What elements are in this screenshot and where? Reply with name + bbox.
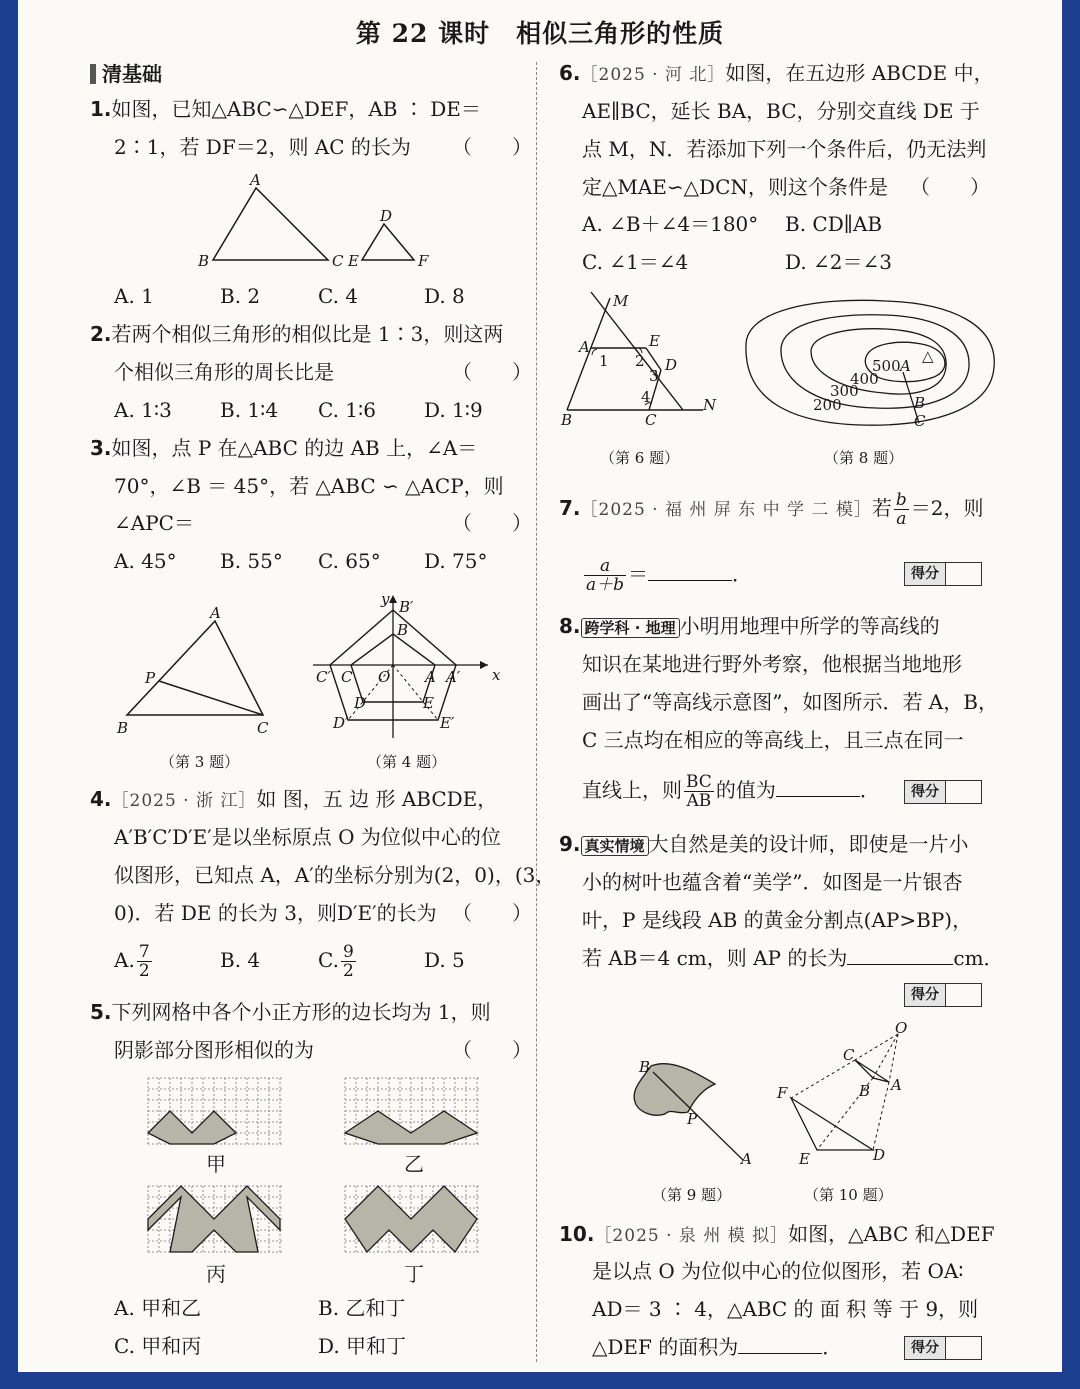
q3-line3: ∠APC＝ xyxy=(114,511,194,535)
fig4-label-a-prime: A′ xyxy=(446,668,461,686)
fig6-label-n: N xyxy=(703,396,717,414)
q6-number: 6. xyxy=(559,61,581,85)
fig9-label-p: P xyxy=(687,1110,698,1128)
q6-option-c: C. ∠1＝∠4 xyxy=(582,250,689,274)
fig1-label-c: C xyxy=(332,252,344,270)
fig8-label-c: C xyxy=(914,412,926,430)
q8-frac-numerator: BC xyxy=(686,772,712,792)
fig6-angle-4: 4 xyxy=(641,388,651,406)
q9-number: 9. xyxy=(559,832,581,856)
fig4-label-b: B xyxy=(397,621,409,639)
q8-line3: 画出了“等高线示意图”，如图所示．若 A，B， xyxy=(582,690,998,714)
fig6-label-m: M xyxy=(613,292,629,310)
q9-line3: 叶，P 是线段 AB 的黄金分割点(AP>BP)， xyxy=(582,908,973,932)
fig1-label-a: A xyxy=(250,171,261,189)
q4-a-denominator: 2 xyxy=(138,961,150,981)
q5-line1 xyxy=(90,1000,491,1024)
q7-fraction-b-over-a xyxy=(894,491,909,528)
q7-end: ． xyxy=(732,562,753,586)
q8-text-1: 小明用地理中所学的等高线的 xyxy=(679,614,940,638)
q10-line3: AD＝ 3 ∶ 4，△ABC 的 面 积 等 于 9，则 xyxy=(592,1297,979,1321)
fig4-label-b-prime: B′ xyxy=(399,598,414,616)
q9-line1 xyxy=(559,832,969,858)
fig6-angle-2: 2 xyxy=(635,352,645,370)
grid-label-jia: 甲 xyxy=(206,1152,226,1176)
q7-pre: 若 xyxy=(871,496,892,520)
fig4-label-e-prime: E′ xyxy=(440,714,455,732)
q10-number: 10. xyxy=(559,1222,595,1246)
q7-source: ［2025 · 福 州 屏 东 中 学 二 模］ xyxy=(580,500,872,520)
figure-q10 xyxy=(773,1020,923,1170)
q3-option-b: B. 55° xyxy=(220,549,283,573)
q8-answer-blank[interactable] xyxy=(776,796,860,797)
q4-a-numerator: 7 xyxy=(138,942,150,962)
q7-number: 7. xyxy=(559,496,581,520)
section-heading xyxy=(90,58,162,87)
q10-score-box[interactable] xyxy=(904,1336,982,1360)
grid-label-bing: 丙 xyxy=(206,1262,226,1286)
fig6-label-e: E xyxy=(649,332,660,350)
q10-end: ． xyxy=(822,1335,843,1359)
q1-number: 1. xyxy=(90,97,112,121)
q8-frac-denominator: AB xyxy=(686,791,712,811)
q8-line4: C 三点均在相应的等高线上，且三点在同一 xyxy=(582,728,964,752)
q5-option-a: A. 甲和乙 xyxy=(114,1296,202,1320)
q10-line2: 是以点 O 为位似中心的位似图形，若 OA∶ xyxy=(592,1259,964,1283)
fig8-label-a: A xyxy=(900,357,911,375)
fig4-label-o: O xyxy=(378,668,391,686)
q7-score-label: 得分 xyxy=(905,563,946,585)
q3-option-c: C. 65° xyxy=(318,549,381,573)
q5-line2: 阴影部分图形相似的为 xyxy=(114,1038,314,1062)
q1-option-c: C. 4 xyxy=(318,284,359,308)
q6-text-1: 如图，在五边形 ABCDE 中， xyxy=(725,61,994,85)
q7-frac2-denominator: a＋b xyxy=(586,575,625,595)
q1-line1 xyxy=(90,97,481,121)
q8-line2: 知识在某地进行野外考察，他根据当地地形 xyxy=(582,652,962,676)
fig8-label-300: 300 xyxy=(830,382,859,400)
fig3-label-a: A xyxy=(210,604,221,622)
q2-number: 2. xyxy=(90,322,112,346)
q6-line4: 定△MAE∽△DCN，则这个条件是 xyxy=(582,175,888,199)
fig1-label-b: B xyxy=(198,252,210,270)
q4-line2: A′B′C′D′E′是以坐标原点 O 为位似中心的位 xyxy=(114,825,501,849)
q7-frac2-numerator: a xyxy=(584,557,626,576)
q7-line1 xyxy=(559,484,983,534)
figure-q6 xyxy=(553,288,723,433)
q9-score-box[interactable] xyxy=(904,983,982,1007)
fig6-label-d: D xyxy=(665,356,678,374)
q7-eq: ＝ xyxy=(628,562,649,586)
q7-score-box[interactable] xyxy=(904,562,982,586)
q1-option-a: A. 1 xyxy=(114,284,154,308)
fig10-label-b: B xyxy=(859,1082,871,1100)
figure-q8 xyxy=(736,295,1001,435)
q7-answer-blank[interactable] xyxy=(648,580,732,581)
q10-line4 xyxy=(592,1335,842,1359)
fig4-label-x: x xyxy=(492,666,501,684)
q7-line2 xyxy=(582,550,752,598)
section-bar xyxy=(90,64,96,84)
q3-number: 3. xyxy=(90,436,112,460)
caption-q8: （第 8 题） xyxy=(824,449,904,467)
q4-line4: 0)．若 DE 的长为 3，则D′E′的长为 xyxy=(114,901,437,925)
q2-option-a: A. 1∶3 xyxy=(114,398,172,422)
q5-option-b: B. 乙和丁 xyxy=(318,1296,406,1320)
q3-text-1: 如图，点 P 在△ABC 的边 AB 上，∠A＝ xyxy=(111,436,478,460)
q6-paren: （ ） xyxy=(910,175,990,199)
grid-jia xyxy=(148,1078,283,1145)
fig10-label-f: F xyxy=(777,1084,788,1102)
fig10-label-c: C xyxy=(843,1046,855,1064)
fig10-label-a: A xyxy=(891,1076,902,1094)
q9-score-label: 得分 xyxy=(905,984,946,1006)
fig3-label-p: P xyxy=(145,669,156,687)
fig8-label-200: 200 xyxy=(813,396,842,414)
q2-option-d: D. 1∶9 xyxy=(424,398,483,422)
q4-option-a-fraction xyxy=(137,943,152,980)
caption-q4: （第 4 题） xyxy=(367,753,447,771)
grid-label-ding: 丁 xyxy=(404,1262,424,1286)
q4-option-a-label: A. xyxy=(114,948,135,972)
q5-option-d: D. 甲和丁 xyxy=(318,1334,407,1358)
fig8-label-500: 500 xyxy=(872,357,901,375)
figure-q3 xyxy=(113,605,283,740)
q9-answer-blank[interactable] xyxy=(847,964,953,965)
q5-text-1: 下列网格中各个小正方形的边长均为 1，则 xyxy=(111,1000,491,1024)
q9-text-4: 若 AB＝4 cm，则 AP 的长为 xyxy=(582,946,848,970)
fig4-label-c-prime: C′ xyxy=(316,668,331,686)
q10-text-1: 如图，△ABC 和△DEF xyxy=(788,1222,995,1246)
fig9-label-b: B xyxy=(639,1058,651,1076)
q6-line3: 点 M，N．若添加下列一个条件后，仍无法判 xyxy=(582,137,987,161)
fig8-label-400: 400 xyxy=(850,370,879,388)
q8-end: ． xyxy=(859,778,880,802)
q4-line3: 似图形，已知点 A，A′的坐标分别为(2，0)，(3， xyxy=(114,863,556,887)
q5-number: 5. xyxy=(90,1000,112,1024)
fig9-label-a: A xyxy=(741,1150,752,1168)
q9-line4 xyxy=(582,946,1004,970)
q1-option-d: D. 8 xyxy=(424,284,465,308)
q4-number: 4. xyxy=(90,787,112,811)
figure-q9 xyxy=(623,1050,752,1170)
q5-option-c: C. 甲和丙 xyxy=(114,1334,202,1358)
column-divider xyxy=(536,62,537,1362)
q10-score-label: 得分 xyxy=(905,1337,946,1359)
q9-unit: cm． xyxy=(953,946,1004,970)
q3-option-a: A. 45° xyxy=(114,549,177,573)
q2-paren: （ ） xyxy=(452,360,532,384)
q5-paren: （ ） xyxy=(452,1038,532,1062)
q8-score-label: 得分 xyxy=(905,781,946,803)
q4-option-c-label: C. xyxy=(318,948,339,972)
grid-label-yi: 乙 xyxy=(404,1152,424,1176)
caption-q3: （第 3 题） xyxy=(160,753,240,771)
worksheet-page xyxy=(18,0,1062,1372)
q9-line2: 小的树叶也蕴含着“美学”．如图是一片银杏 xyxy=(582,870,963,894)
q4-text-1: 如 图，五 边 形 ABCDE， xyxy=(256,787,498,811)
q4-option-c-fraction xyxy=(341,943,356,980)
q6-source: ［2025 · 河 北］ xyxy=(580,65,726,85)
fig4-label-d: D xyxy=(354,694,367,712)
q9-tag: 真实情境 xyxy=(581,836,649,856)
fig1-label-d: D xyxy=(380,207,393,225)
q2-option-b: B. 1∶4 xyxy=(220,398,279,422)
q4-source: ［2025 · 浙 江］ xyxy=(111,791,257,811)
caption-q10: （第 10 题） xyxy=(804,1186,893,1204)
figure-q1 xyxy=(188,170,458,280)
q6-option-d: D. ∠2＝∠3 xyxy=(785,250,893,274)
fig1-label-f: F xyxy=(418,252,429,270)
q7-frac1-denominator: a xyxy=(896,509,907,529)
q4-option-d: D. 5 xyxy=(424,948,465,972)
q1-option-b: B. 2 xyxy=(220,284,261,308)
q8-number: 8. xyxy=(559,614,581,638)
q8-line5-pre: 直线上，则 xyxy=(582,778,682,802)
fig4-label-c: C xyxy=(341,668,353,686)
q8-tag: 跨学科 · 地理 xyxy=(581,618,680,638)
q2-line1 xyxy=(90,322,503,346)
grid-ding xyxy=(345,1186,480,1253)
section-label: 清基础 xyxy=(102,62,162,86)
fig10-label-d: D xyxy=(873,1146,886,1164)
fig4-label-d-prime: D′ xyxy=(333,714,349,732)
fig6-angle-3: 3 xyxy=(649,367,659,385)
q1-text-1: 如图，已知△ABC∽△DEF，AB ∶ DE＝ xyxy=(111,97,481,121)
q8-line5 xyxy=(582,766,880,814)
fig1-label-e: E xyxy=(348,252,359,270)
q2-option-c: C. 1∶6 xyxy=(318,398,376,422)
fig6-label-b: B xyxy=(561,411,573,429)
q1-line2: 2∶1，若 DF＝2，则 AC 的长为 xyxy=(114,135,411,159)
q6-line2: AE∥BC，延长 BA，BC，分别交直线 DE 于 xyxy=(582,99,980,123)
q4-option-c xyxy=(318,938,358,982)
q4-c-numerator: 9 xyxy=(342,942,354,962)
fig4-label-a: A xyxy=(425,668,436,686)
grid-bing xyxy=(148,1186,283,1253)
fig10-label-o: O xyxy=(895,1019,908,1037)
q8-score-box[interactable] xyxy=(904,780,982,804)
q4-option-b: B. 4 xyxy=(220,948,261,972)
fig3-label-b: B xyxy=(117,719,129,737)
q4-c-denominator: 2 xyxy=(342,961,354,981)
q3-paren: （ ） xyxy=(452,511,532,535)
q4-paren: （ ） xyxy=(452,901,532,925)
q10-source: ［2025 · 泉 州 模 拟］ xyxy=(594,1226,789,1246)
q2-line2: 个相似三角形的周长比是 xyxy=(114,360,334,384)
q8-fraction-bc-over-ab xyxy=(684,773,714,810)
q7-post: ＝2，则 xyxy=(910,496,984,520)
q10-text-4: △DEF 的面积为 xyxy=(592,1335,739,1359)
fig3-label-c: C xyxy=(257,719,269,737)
fig4-label-e: E xyxy=(423,694,434,712)
fig6-label-a: A xyxy=(579,338,590,356)
page-title: 第 22 课时 相似三角形的性质 xyxy=(355,19,725,48)
fig8-summit-mark: △ xyxy=(922,347,934,365)
fig8-label-b: B xyxy=(914,394,926,412)
q6-option-b: B. CD∥AB xyxy=(785,212,883,236)
q2-text-1: 若两个相似三角形的相似比是 1∶3，则这两 xyxy=(111,322,504,346)
caption-q9: （第 9 题） xyxy=(652,1186,732,1204)
q10-answer-blank[interactable] xyxy=(738,1353,822,1354)
q7-fraction-a-over-a-plus-b xyxy=(584,557,626,594)
q4-line1 xyxy=(90,787,497,813)
q7-frac1-numerator: b xyxy=(895,490,907,510)
q9-text-1: 大自然是美的设计师，即使是一片小 xyxy=(648,832,969,856)
q10-line1 xyxy=(559,1222,995,1248)
q3-line2: 70°，∠B ＝ 45°，若 △ABC ∽ △ACP，则 xyxy=(114,474,504,498)
fig6-angle-1: 1 xyxy=(599,352,609,370)
q8-line1 xyxy=(559,614,940,640)
q6-option-a: A. ∠B＋∠4＝180° xyxy=(582,212,759,236)
q4-option-a xyxy=(114,938,154,982)
fig10-label-e: E xyxy=(799,1150,810,1168)
q8-line5-post: 的值为 xyxy=(715,778,776,802)
fig6-label-c: C xyxy=(645,411,657,429)
q1-paren: （ ） xyxy=(452,135,532,159)
figure-q4 xyxy=(308,590,518,745)
caption-q6: （第 6 题） xyxy=(600,449,680,467)
q3-option-d: D. 75° xyxy=(424,549,488,573)
q6-line1 xyxy=(559,61,994,87)
fig4-label-y: y xyxy=(381,590,390,608)
grid-yi xyxy=(345,1078,480,1145)
q3-line1 xyxy=(90,436,477,460)
